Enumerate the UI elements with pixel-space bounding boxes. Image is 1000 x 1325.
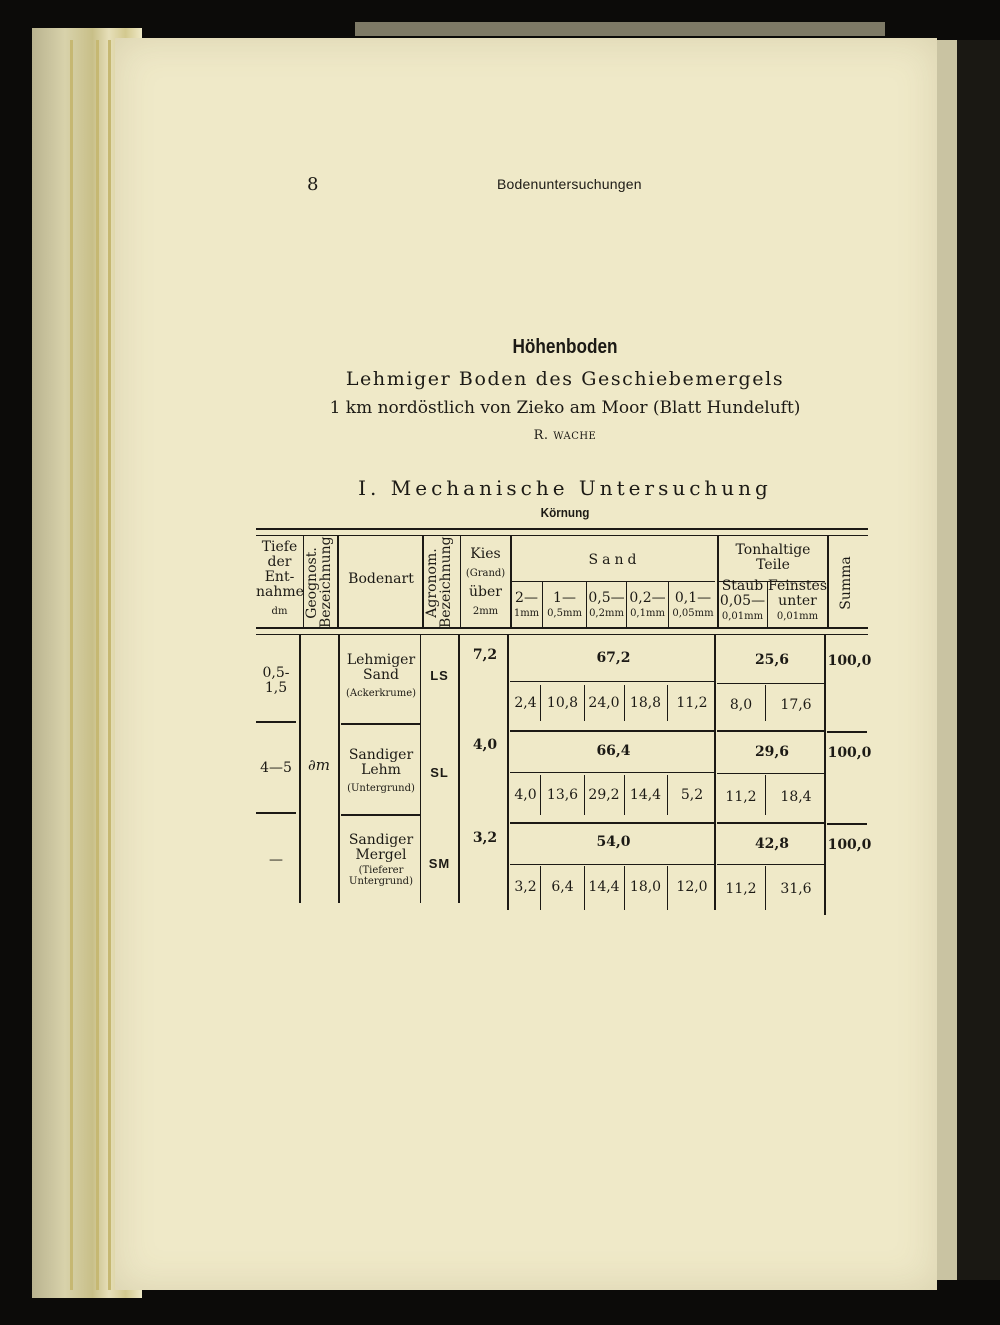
row3-sand-value: 14,4 — [588, 879, 620, 895]
author-name: WACHE — [553, 431, 597, 442]
row3-ton-value: 31,6 — [780, 881, 812, 897]
subtotal-rule — [510, 772, 715, 773]
row2-summa: 100,0 — [827, 745, 872, 761]
row1-ton-total: 25,6 — [754, 652, 790, 668]
header-bottom-rule-2 — [256, 634, 868, 635]
row-rule — [717, 730, 825, 732]
row3-tiefe: — — [269, 852, 283, 868]
page-title: Höhenboden — [512, 336, 618, 358]
row3-bodenart-line: Mergel — [355, 847, 407, 863]
row2-ton-total: 29,6 — [754, 744, 790, 760]
header-geognost-line: Bezeichnung — [318, 536, 334, 628]
subtitle: Lehmiger Boden des Geschiebemergels — [345, 368, 785, 390]
header-tiefe-line: der — [267, 554, 292, 570]
header-ton-line: Tonhaltige — [735, 542, 811, 558]
page-number: 8 — [307, 174, 319, 195]
header-kies-unit: 2mm — [472, 606, 499, 617]
row-rule — [827, 731, 867, 733]
row3-bodenart-note: Untergrund) — [349, 876, 413, 887]
row2-sand-value: 29,2 — [588, 787, 620, 803]
book-cover-right — [957, 40, 1000, 1280]
row-rule — [827, 823, 867, 825]
leaf-edge — [96, 40, 99, 1290]
header-bottom-rule — [256, 627, 868, 629]
header-agronom-line: Agronom. — [424, 548, 440, 618]
row3-bodenart-line: Sandiger — [348, 832, 414, 848]
col-rule — [507, 635, 509, 910]
author — [0, 428, 1000, 443]
header-sand-sub — [669, 591, 717, 621]
subtotal-rule — [510, 681, 715, 682]
header-geognost-line: Geognost. — [304, 547, 320, 619]
header-summa: Summa — [838, 556, 854, 610]
author-prefix: R. — [533, 428, 554, 443]
header-bodenart: Bodenart — [348, 571, 414, 587]
row1-agronom: LS — [430, 668, 449, 683]
row3-ton-total: 42,8 — [754, 836, 790, 852]
row1-tiefe: 0,5-1,5 — [262, 665, 290, 696]
row3-bodenart-note: (Tieferer — [358, 865, 404, 876]
page-edge-right — [935, 40, 957, 1280]
row1-bodenart-line: Sand — [363, 667, 399, 683]
row-rule — [256, 812, 296, 814]
header-sand: Sand — [588, 552, 641, 568]
subtotal-rule — [510, 864, 715, 865]
row2-ton-value: 18,4 — [780, 789, 812, 805]
row2-bodenart-line: Sandiger — [348, 747, 414, 763]
row1-ton-value: 8,0 — [729, 697, 753, 713]
row3-sand-value: 12,0 — [676, 879, 708, 895]
row3-summa: 100,0 — [827, 837, 872, 853]
row1-bodenart-line: Lehmiger — [346, 652, 416, 668]
ton-sub-mid: 0,05— — [719, 593, 766, 609]
table-top-rule-2 — [256, 535, 868, 536]
row2-sand-total: 66,4 — [596, 743, 631, 759]
row1-sand-total: 67,2 — [596, 650, 631, 666]
ton-sub-top: Feinstes — [768, 578, 828, 594]
row1-kies: 7,2 — [472, 647, 498, 663]
row2-sand-value: 14,4 — [629, 787, 662, 803]
header-tiefe — [256, 540, 303, 619]
row3-ton-value: 11,2 — [725, 881, 757, 897]
row2-bodenart-line: Lehm — [361, 762, 401, 778]
header-geognost — [305, 538, 337, 628]
sand-sub-bottom: 0,05mm — [672, 608, 714, 619]
row1-bodenart-note: (Ackerkrume) — [345, 688, 417, 699]
row2-agronom: SL — [430, 765, 449, 780]
row-rule — [341, 814, 421, 816]
row3-sand-total: 54,0 — [596, 834, 631, 850]
subtotal-rule — [717, 864, 825, 865]
header-ton-sub — [718, 579, 767, 624]
col-rule — [824, 635, 826, 915]
table-top-rule — [256, 528, 868, 530]
sand-sub-bottom: 1mm — [513, 608, 540, 619]
row3-sand-value: 18,0 — [629, 879, 662, 895]
row1-sand-value: 18,8 — [629, 695, 662, 711]
row1-sand-value: 2,4 — [514, 695, 537, 711]
ton-sub-bottom: 0,01mm — [776, 611, 819, 622]
row3-bodenart — [340, 833, 422, 887]
row2-kies: 4,0 — [472, 737, 498, 753]
col-rule — [458, 635, 460, 903]
row1-sand-value: 24,0 — [588, 695, 620, 711]
header-kies-line: (Grand) — [465, 568, 506, 579]
row3-agronom: SM — [428, 856, 451, 871]
header-ton-sub — [768, 579, 827, 624]
row3-sand-value: 3,2 — [514, 879, 537, 895]
header-sand-sub — [627, 591, 668, 621]
sand-sub-top: 2— — [515, 590, 538, 606]
header-sand-sub — [587, 591, 626, 621]
row1-sand-value: 11,2 — [676, 695, 708, 711]
location-line: 1 km nordöstlich von Zieko am Moor (Blatt Hundeluft) — [329, 398, 801, 418]
row1-sand-value: 10,8 — [546, 695, 579, 711]
header-agronom — [425, 538, 457, 628]
header-tiefe-unit: dm — [271, 606, 288, 617]
row-rule — [717, 822, 825, 824]
row2-sand-value: 4,0 — [514, 787, 537, 803]
row-rule — [510, 822, 715, 824]
header-kies-line: über — [469, 584, 502, 600]
ton-sub-mid: unter — [778, 593, 817, 609]
row2-ton-value: 11,2 — [725, 789, 757, 805]
subtotal-rule — [717, 773, 825, 774]
sand-sub-top: 0,1— — [674, 590, 712, 606]
leaf-edge — [108, 40, 111, 1290]
leaf-edge — [70, 40, 73, 1290]
header-ton-line: Teile — [756, 557, 790, 573]
row2-sand-value: 5,2 — [680, 787, 704, 803]
ton-sub-top: Staub — [721, 578, 764, 594]
subsection-heading: Körnung — [540, 505, 590, 520]
header-ton — [718, 543, 828, 573]
row1-bodenart — [340, 653, 422, 701]
header-kies-line: Kies — [470, 546, 501, 562]
row-rule — [256, 721, 296, 723]
row-rule — [510, 730, 715, 732]
geognost-symbol: ∂m — [308, 756, 330, 774]
header-kies — [461, 545, 510, 621]
header-agronom-line: Bezeichnung — [438, 536, 454, 628]
row2-bodenart — [340, 748, 422, 796]
header-sand-sub — [543, 591, 586, 621]
sand-sub-top: 1— — [553, 590, 576, 606]
sand-sub-bottom: 0,1mm — [630, 608, 665, 619]
header-sand-sub — [511, 591, 542, 621]
header-tiefe-line: Ent- — [264, 569, 295, 585]
row3-sand-value: 6,4 — [551, 879, 574, 895]
header-tiefe-line: nahme — [256, 584, 304, 600]
row1-summa: 100,0 — [827, 653, 872, 669]
row2-sand-value: 13,6 — [546, 787, 579, 803]
ton-sub-bottom: 0,01mm — [721, 611, 764, 622]
sand-sub-top: 0,5— — [588, 590, 625, 606]
header-tiefe-line: Tiefe — [261, 539, 298, 555]
sand-sub-bottom: 0,2mm — [589, 608, 624, 619]
row1-ton-value: 17,6 — [780, 697, 812, 713]
row2-tiefe: 4—5 — [260, 760, 292, 776]
row3-kies: 3,2 — [472, 830, 498, 846]
col-rule — [337, 536, 339, 627]
sand-sub-top: 0,2— — [629, 590, 666, 606]
section-heading: I. Mechanische Untersuchung — [358, 476, 772, 500]
running-head: Bodenuntersuchungen — [497, 176, 642, 192]
subtotal-rule — [717, 683, 825, 684]
sand-sub-bottom: 0,5mm — [547, 608, 582, 619]
row-rule — [341, 723, 421, 725]
row2-bodenart-note: (Untergrund) — [347, 783, 415, 794]
back-cover-edge — [355, 22, 885, 36]
